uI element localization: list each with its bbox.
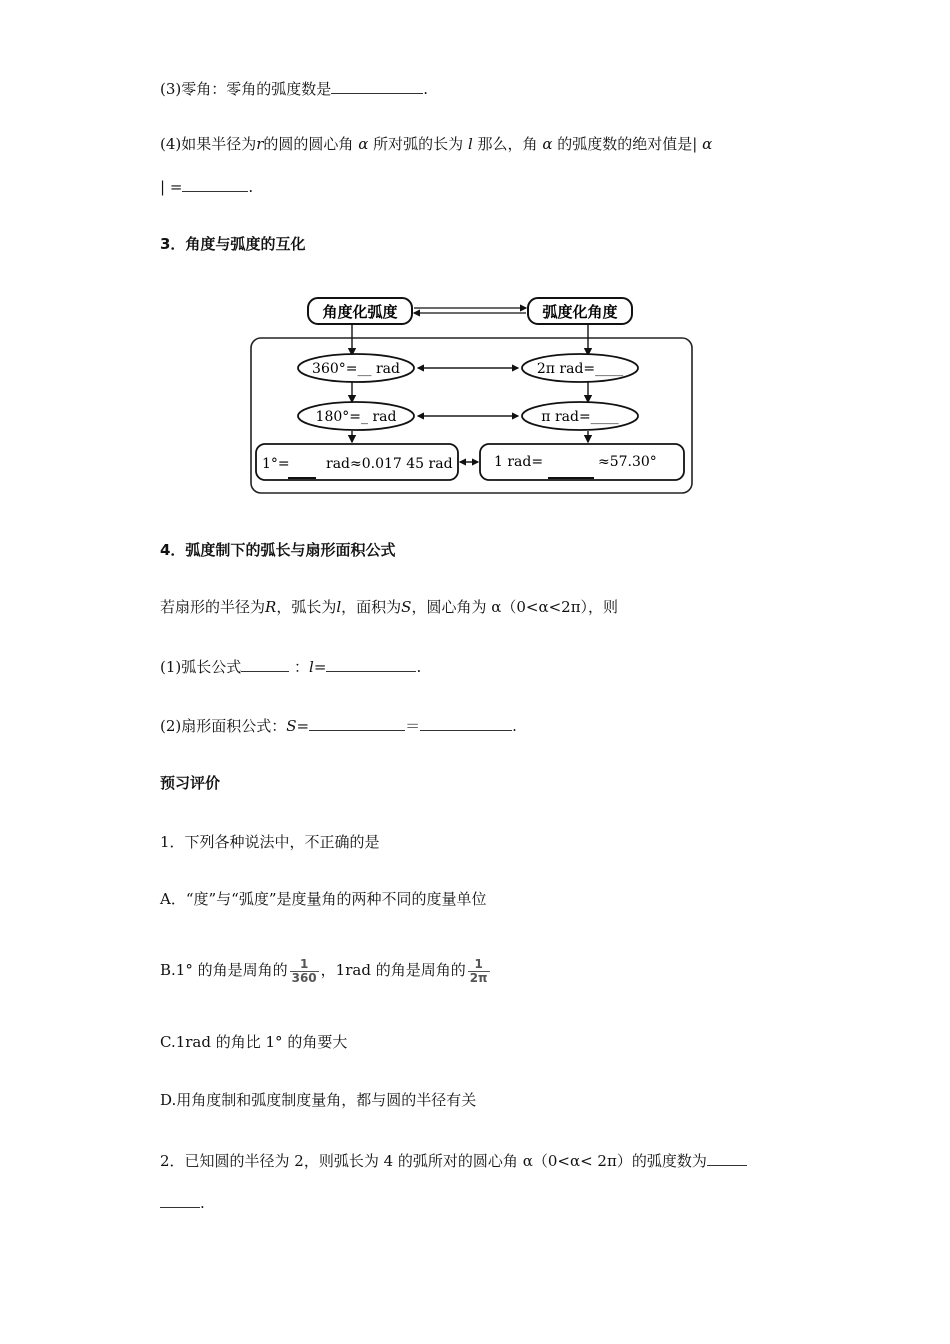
intro-text: ，面积为 <box>341 598 402 616</box>
row3-right-a: 1 rad= <box>494 454 544 470</box>
colon: ： <box>294 658 310 676</box>
formula-label: (1)弧长公式 <box>160 658 242 676</box>
blank[interactable] <box>241 656 289 672</box>
arc-length-formula <box>160 656 421 677</box>
item-4-text: 的弧度数的绝对值是| <box>557 135 698 153</box>
blank[interactable] <box>326 656 416 672</box>
period: . <box>512 717 517 735</box>
item-4-line-2 <box>160 176 253 197</box>
var-l: l <box>336 598 342 616</box>
blank[interactable] <box>309 715 405 731</box>
question-1-stem: 1．下列各种说法中，不正确的是 <box>160 833 380 851</box>
section-4-heading: 4．弧度制下的弧长与扇形面积公式 <box>160 541 396 559</box>
period: . <box>416 658 422 676</box>
option-c: C.1rad 的角比 1° 的角要大 <box>160 1033 348 1051</box>
item-4-text: 那么，角 <box>477 135 538 153</box>
item-4-line-1 <box>160 134 712 154</box>
fraction-1-2pi <box>468 958 490 985</box>
option-b-text: ，1rad 的角是周角的 <box>320 961 466 979</box>
equals: ＝ <box>405 717 421 735</box>
sector-area-formula <box>160 715 517 736</box>
question-2-line-1 <box>160 1150 747 1171</box>
intro-text: ，弧长为 <box>276 598 337 616</box>
blank[interactable] <box>160 1192 200 1208</box>
blank[interactable] <box>707 1150 747 1166</box>
equals: = <box>296 717 310 735</box>
blank[interactable] <box>331 78 423 94</box>
period: . <box>248 178 254 196</box>
denominator: 2π <box>469 970 488 985</box>
denominator: 360 <box>291 970 317 985</box>
right-title: 弧度化角度 <box>542 303 618 321</box>
option-d: D.用角度制和弧度制度量角，都与圆的半径有关 <box>160 1091 477 1109</box>
preview-heading: 预习评价 <box>160 774 221 792</box>
item-4-text: (4)如果半径为 <box>160 135 257 153</box>
sector-intro <box>160 597 618 617</box>
row2-left: 180°=_ rad <box>315 409 397 425</box>
var-R: R <box>265 598 277 616</box>
item-3-text: (3)零角：零角的弧度数是 <box>160 80 332 98</box>
var-alpha: α <box>702 135 713 153</box>
intro-text: 若扇形的半径为 <box>160 598 266 616</box>
var-r: r <box>256 135 264 153</box>
abs-bar: | <box>160 178 166 196</box>
equals: = <box>169 178 183 196</box>
row3-left-a: 1°= <box>262 456 290 472</box>
row2-right: π rad=____ <box>541 409 619 425</box>
var-S: S <box>286 717 297 735</box>
row3-left-b: rad≈0.017 45 rad <box>326 456 453 472</box>
period: . <box>200 1194 205 1212</box>
fraction-1-360 <box>290 958 319 985</box>
var-S: S <box>401 598 412 616</box>
option-b <box>160 950 492 990</box>
option-b-text: B.1° 的角是周角的 <box>160 961 288 979</box>
left-title: 角度化弧度 <box>322 303 398 321</box>
row1-left: 360°=__ rad <box>312 361 400 377</box>
numerator: 1 <box>468 958 490 972</box>
blank[interactable] <box>420 715 512 731</box>
option-a: A．“度”与“弧度”是度量角的两种不同的度量单位 <box>160 890 487 908</box>
var-l: l <box>467 135 473 153</box>
item-4-text: 所对弧的长为 <box>373 135 464 153</box>
row1-right: 2π rad=____ <box>536 361 624 377</box>
item-3 <box>160 78 428 99</box>
item-4-text: 的圆的圆心角 <box>263 135 354 153</box>
angle-radian-diagram <box>248 292 696 498</box>
period: . <box>423 80 429 98</box>
var-alpha: α <box>542 135 553 153</box>
question-2-text: 2．已知圆的半径为 2，则弧长为 4 的弧所对的圆心角 α（0<α< 2π）的弧度数为 <box>160 1152 707 1170</box>
var-alpha: α <box>358 135 369 153</box>
numerator: 1 <box>290 958 319 972</box>
equals: = <box>313 658 327 676</box>
formula-label: (2)扇形面积公式： <box>160 717 287 735</box>
var-l: l <box>309 658 314 676</box>
intro-text: ，圆心角为 α（0<α<2π），则 <box>411 598 619 616</box>
row3-right-b: ≈57.30° <box>598 454 657 470</box>
section-3-heading: 3．角度与弧度的互化 <box>160 235 306 253</box>
question-2-line-2 <box>160 1192 205 1213</box>
blank[interactable] <box>182 176 248 192</box>
